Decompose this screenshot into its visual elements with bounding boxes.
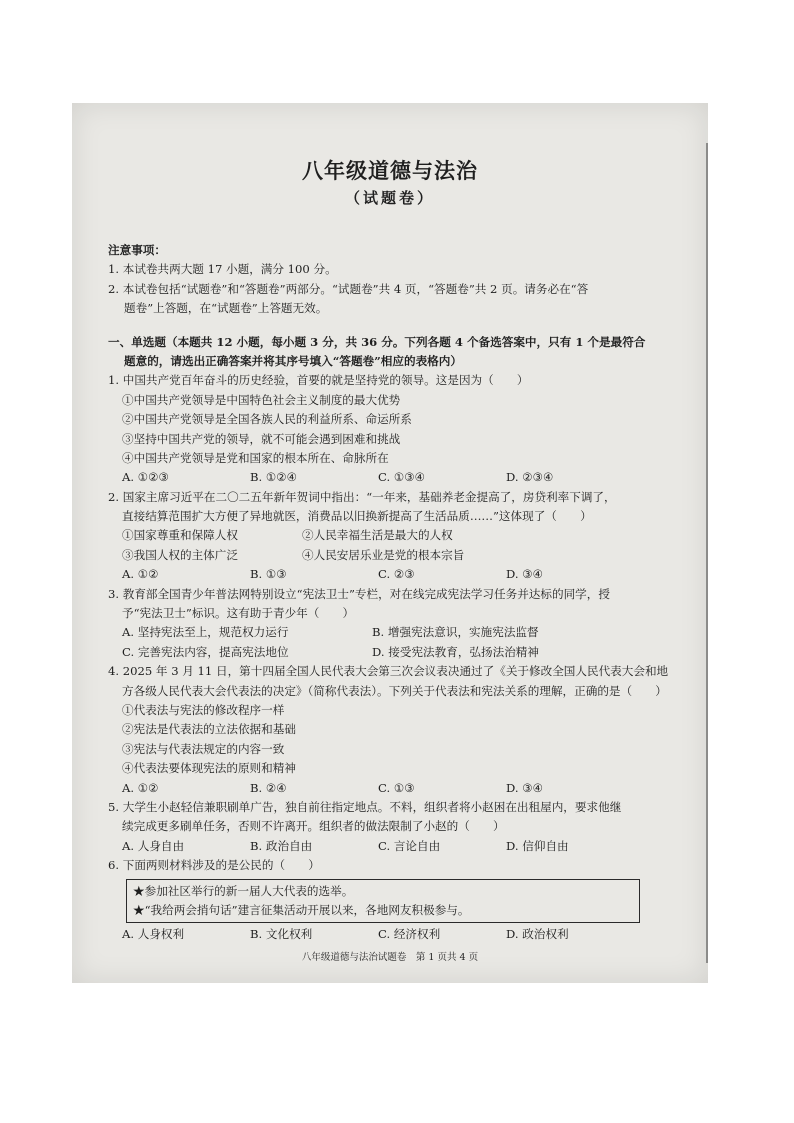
question-3-stem: 3. 教育部全国青少年普法网特别设立“宪法卫士”专栏，对在线完成宪法学习任务并达标的同学，授 (108, 586, 610, 601)
option-b: B. ①③ (250, 567, 287, 582)
notice-item: 1. 本试卷共两大题 17 小题，满分 100 分。 (108, 262, 337, 277)
option-b: B. 文化权利 (250, 927, 313, 942)
exam-content (108, 241, 688, 945)
option-c: C. ①③④ (378, 470, 426, 485)
option-c: C. ②③ (378, 567, 415, 582)
question-5-options (108, 837, 688, 856)
option-b: B. ②④ (250, 780, 287, 795)
question-4-stem: 4. 2025 年 3 月 11 日，第十四届全国人民代表大会第三次会议表决通过了《关于修改全国人民代表大会和地 (108, 664, 669, 679)
option-a: A. 人身自由 (122, 838, 185, 853)
page-edge (706, 143, 708, 963)
statement: ②宪法是代表法的立法依据和基础 (122, 722, 296, 737)
option-d: D. ②③④ (506, 470, 554, 485)
material-item: ★“我给两会捎句话”建言征集活动开展以来，各地网友积极参与。 (133, 902, 470, 917)
option-b: B. 增强宪法意识，实施宪法监督 (372, 625, 539, 640)
option-d: D. 信仰自由 (506, 838, 569, 853)
statement: ③我国人权的主体广泛 (122, 547, 238, 562)
question-1-options (108, 468, 688, 487)
option-c: C. ①③ (378, 780, 415, 795)
exam-title: 八年级道德与法治 (302, 158, 478, 183)
option-b: B. 政治自由 (250, 838, 313, 853)
option-a: A. ①② (122, 567, 159, 582)
question-3-options (108, 623, 688, 642)
option-d: D. ③④ (506, 567, 544, 582)
question-3-stem-cont: 予“宪法卫士”标识。这有助于青少年（ ） (122, 606, 355, 621)
statement: ④中国共产党领导是党和国家的根本所在、命脉所在 (122, 450, 389, 465)
page-footer: 八年级道德与法治试题卷 第 1 页共 4 页 (301, 952, 479, 963)
option-d: D. ③④ (506, 780, 544, 795)
option-a: A. 坚持宪法至上，规范权力运行 (122, 625, 289, 640)
option-b: B. ①②④ (250, 470, 298, 485)
question-2-options (108, 565, 688, 584)
material-box (126, 879, 640, 924)
question-2-stem: 2. 国家主席习近平在二〇二五年新年贺词中指出：“一年来，基础养老金提高了，房贷利率下调了， (108, 489, 616, 504)
notice-item: 2. 本试卷包括“试题卷”和“答题卷”两部分。“试题卷”共 4 页，“答题卷”共 2 页。请务必在“答 (108, 281, 589, 296)
option-a: A. ①②③ (122, 470, 169, 485)
option-c: C. 完善宪法内容，提高宪法地位 (122, 644, 289, 659)
question-1-stem: 1. 中国共产党百年奋斗的历史经验，首要的就是坚持党的领导。这是因为（ ） (108, 373, 529, 388)
question-2-stem-cont: 直接结算范围扩大方便了异地就医，消费品以旧换新提高了生活品质……”这体现了（ ） (122, 509, 592, 524)
statement: ③宪法与代表法规定的内容一致 (122, 741, 285, 756)
statement-row (108, 526, 688, 545)
exam-subtitle: （试题卷） (344, 189, 435, 207)
question-5-stem: 5. 大学生小赵轻信兼职刷单广告，独自前往指定地点。不料，组织者将小赵困在出租屋内，要求他继 (108, 799, 622, 814)
statement: ②中国共产党领导是全国各族人民的利益所系、命运所系 (122, 412, 412, 427)
exam-page (72, 103, 708, 983)
section-heading: 一、单选题（本题共 12 小题，每小题 3 分，共 36 分。下列各题 4 个备选答案中，只有 1 个是最符合 (108, 334, 646, 349)
option-a: A. 人身权利 (122, 927, 185, 942)
notice-heading: 注意事项： (108, 243, 166, 257)
question-3-options (108, 643, 688, 662)
option-c: C. 经济权利 (378, 927, 441, 942)
material-item: ★参加社区举行的新一届人大代表的选举。 (133, 883, 354, 898)
option-d: D. 政治权利 (506, 927, 569, 942)
question-6-options (108, 925, 688, 944)
question-4-options (108, 779, 688, 798)
question-4-stem-cont: 方各级人民代表大会代表法的决定》（简称代表法）。下列关于代表法和宪法关系的理解，正确的是（ ） (122, 683, 667, 698)
question-5-stem-cont: 续完成更多刷单任务，否则不许离开。组织者的做法限制了小赵的（ ） (122, 819, 505, 834)
statement: ④代表法要体现宪法的原则和精神 (122, 761, 296, 776)
statement: ②人民幸福生活是最大的人权 (302, 528, 453, 543)
statement-row (108, 546, 688, 565)
question-6-stem: 6. 下面两则材料涉及的是公民的（ ） (108, 858, 320, 873)
option-d: D. 接受宪法教育，弘扬法治精神 (372, 644, 539, 659)
statement: ③坚持中国共产党的领导，就不可能会遇到困难和挑战 (122, 431, 401, 446)
option-a: A. ①② (122, 780, 159, 795)
statement: ①代表法与宪法的修改程序一样 (122, 702, 285, 717)
option-c: C. 言论自由 (378, 838, 441, 853)
statement: ④人民安居乐业是党的根本宗旨 (302, 547, 465, 562)
section-heading-cont: 题意的，请选出正确答案并将其序号填入“答题卷”相应的表格内） (124, 353, 462, 368)
statement: ①中国共产党领导是中国特色社会主义制度的最大优势 (122, 392, 401, 407)
statement: ①国家尊重和保障人权 (122, 528, 238, 543)
notice-item: 题卷”上答题，在“试题卷”上答题无效。 (124, 301, 328, 316)
